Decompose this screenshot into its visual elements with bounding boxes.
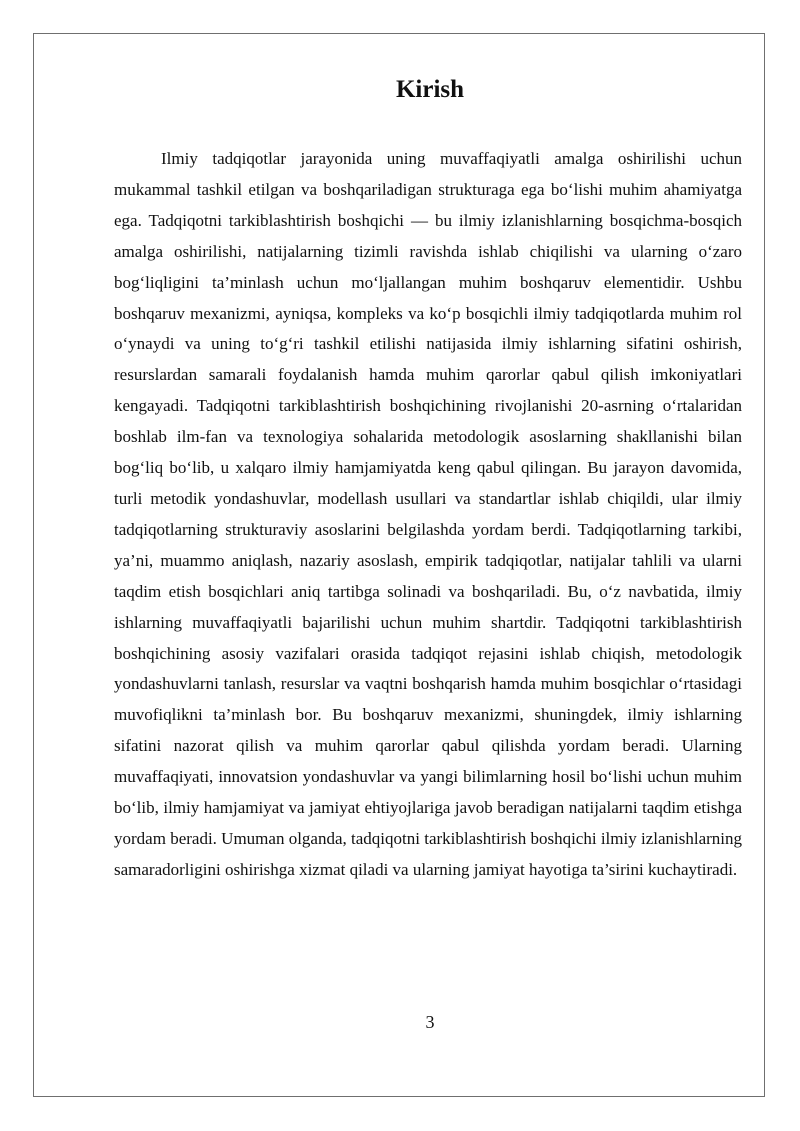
- page-number: 3: [425, 1012, 435, 1032]
- body-paragraph: Ilmiy tadqiqotlar jarayonida uning muvaffaqiyatli amalga oshirilishi uchun mukammal tashkil etilgan va boshqariladigan strukturaga ega bo‘lishi muhim ahamiyatga ega. Tadqiqotni tarkiblashtirish boshqichi — bu ilmiy izlanishlarning bosqichma-bosqich amalga oshirilishi, natijalarning tizimli ravishda ishlab chiqilishi va ularning o‘zaro bog‘liqligini ta’minlash uchun mo‘ljallangan muhim boshqaruv elementidir. Ushbu boshqaruv mexanizmi, ayniqsa, kompleks va ko‘p bosqichli ilmiy tadqiqotlarda muhim rol o‘ynaydi va uning to‘g‘ri tashkil etilishi natijasida ilmiy ishlarning sifatini oshirish, resurslardan samarali foydalanish hamda muhim qarorlar qabul qilish imkoniyatlari kengayadi. Tadqiqotni tarkiblashtirish boshqichining rivojlanishi 20-asrning o‘rtalaridan boshlab ilm-fan va texnologiya sohalarida metodologik asoslarning shakllanishi bilan bog‘liq bo‘lib, u xalqaro ilmiy hamjamiyatda keng qabul qilingan. Bu jarayon davomida, turli metodik yondashuvlar, modellash usullari va standartlar ishlab chiqildi, ular ilmiy tadqiqotlarning strukturaviy asoslarini belgilashda yordam berdi. Tadqiqotlarning tarkibi, ya’ni, muammo aniqlash, nazariy asoslash, empirik tadqiqotlar, natijalar tahlili va ularni taqdim etish bosqichlari aniq tartibga solinadi va boshqariladi. Bu, o‘z navbatida, ilmiy ishlarning muvaffaqiyatli bajarilishi uchun muhim shartdir. Tadqiqotni tarkiblashtirish boshqichining asosiy vazifalari orasida tadqiqot rejasini ishlab chiqish, metodologik yondashuvlarni tanlash, resurslar va vaqtni boshqarish hamda muhim bosqichlar o‘rtasidagi muvofiqlikni ta’minlash bor. Bu boshqaruv mexanizmi, shuningdek, ilmiy ishlarning sifatini nazorat qilish va muhim qarorlar qabul qilishda yordam beradi. Ularning muvaffaqiyati, innovatsion yondashuvlar va yangi bilimlarning hosil bo‘lishi uchun muhim bo‘lib, ilmiy hamjamiyat va jamiyat ehtiyojlariga javob beradigan natijalarni taqdim etishga yordam beradi. Umuman olganda, tadqiqotni tarkiblashtirish boshqichi ilmiy izlanishlarning samaradorligini oshirishga xizmat qiladi va ularning jamiyat hayotiga ta’sirini kuchaytiradi.: [114, 149, 742, 879]
- page-title: Kirish: [395, 76, 465, 103]
